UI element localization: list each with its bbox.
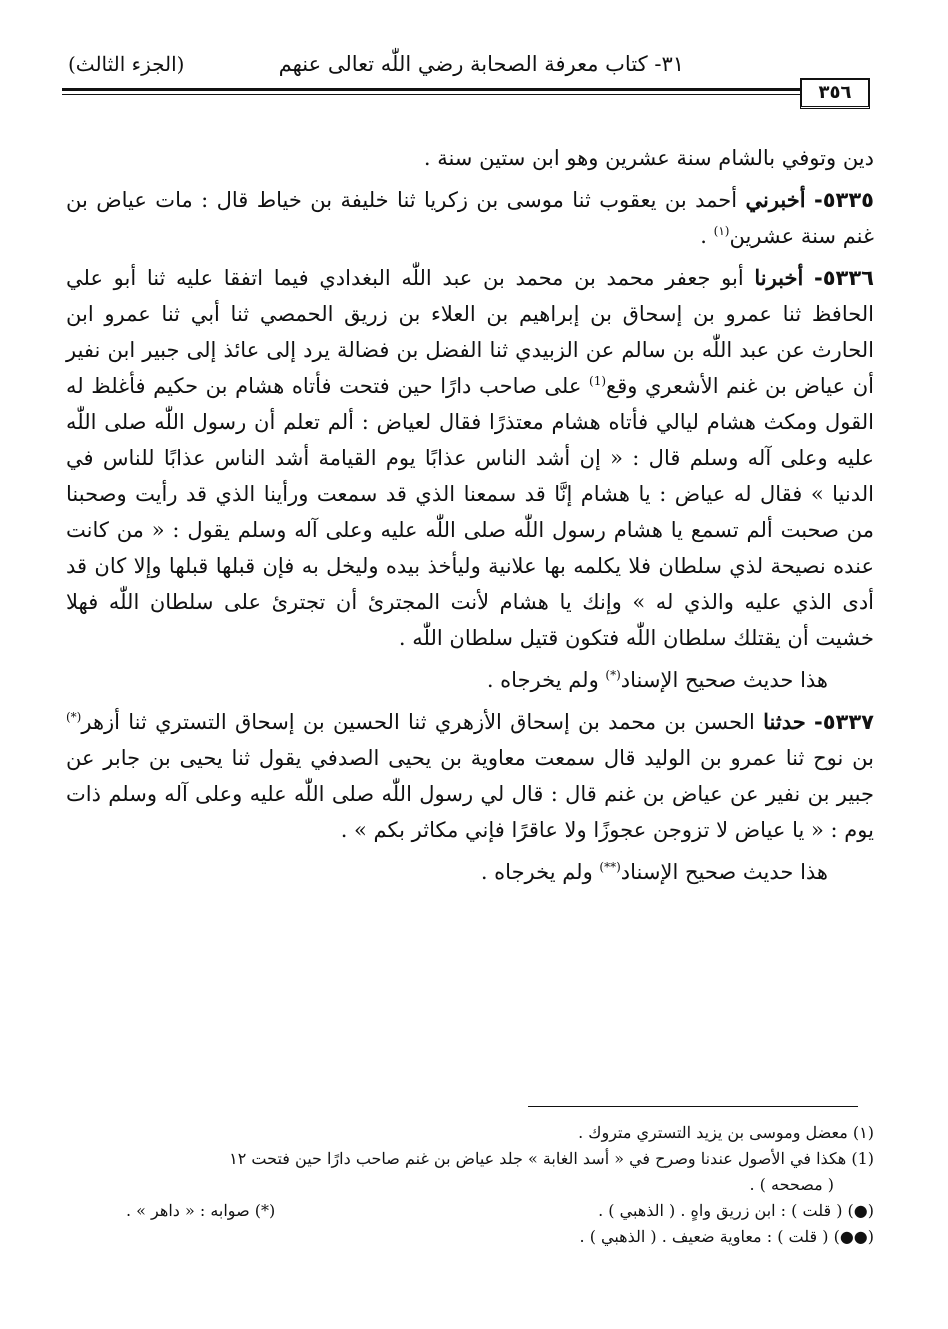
- grading-text: ولم يخرجاه .: [480, 860, 593, 884]
- footnote-ref: (1): [589, 374, 607, 388]
- footnotes: [66, 1120, 874, 1250]
- hadith-lead: حدثنا: [763, 709, 806, 734]
- hadith-end: .: [700, 224, 707, 248]
- paragraph-text: دين وتوفي بالشام سنة عشرين وهو ابن ستين سنة .: [423, 146, 874, 170]
- hadith-number: ٥٣٣٦-: [813, 266, 874, 290]
- footnote-dhahabi-1: (●) ( قلت ) : ابن زريق واهٍ . ( الذهبي ) .: [598, 1201, 874, 1220]
- header-rule-thin: [62, 94, 802, 95]
- hadith-number: ٥٣٣٧-: [814, 710, 874, 734]
- footnote-separator: [528, 1106, 858, 1107]
- hadith-lead: أخبرني: [745, 187, 806, 212]
- running-title: ٣١- كتاب معرفة الصحابة رضي اللّٰه تعالى عنهم: [278, 52, 684, 76]
- main-text: [66, 140, 874, 896]
- header-rule-thick: [62, 88, 802, 91]
- grading-note: [66, 662, 874, 698]
- hadith-text: أبو جعفر محمد بن محمد بن عبد اللّٰه البغدادي فيما اتفقا عليه ثنا أبو علي الحافظ ثنا عمرو بن إسحاق بن إبراهيم بن العلاء بن زريق الحمصي ثنا أبي ثنا عمرو ابن الحارث عن عبد اللّٰه بن سالم عن الزبيدي ثنا الفضل بن فضالة يرد إلى عائذ إلى جبير ابن نفير أن عياض بن غنم الأشعري وقع: [66, 266, 874, 398]
- hadith-text: الحسن بن محمد بن إسحاق الأزهري ثنا الحسين بن إسحاق التستري ثنا أزهر: [81, 710, 755, 734]
- footnote-dhahabi-2: (●●) ( قلت ) : معاوية ضعيف . ( الذهبي ) .: [579, 1227, 874, 1246]
- footnote-ref: (*): [66, 710, 82, 724]
- part-label: (الجزء الثالث): [68, 52, 185, 76]
- paragraph-continuation: [66, 140, 874, 176]
- hadith-5337: [66, 704, 874, 848]
- footnote-ref: (١): [713, 224, 730, 238]
- grading-text: هذا حديث صحيح الإسناد: [620, 860, 828, 884]
- hadith-5336: [66, 260, 874, 656]
- footnote-ref: (**): [599, 860, 621, 874]
- grading-text: هذا حديث صحيح الإسناد: [620, 668, 828, 692]
- grading-note: [66, 854, 874, 890]
- hadith-text: بن نوح ثنا عمرو بن الوليد قال سمعت معاوية بن يحيى الصدفي يقول ثنا يحيى بن جابر عن جبير بن نفير عن عياض بن غنم قال : قال لي رسول اللّٰه صلى اللّٰه عليه وعلى آله وسلم ذات يوم : « يا عياض لا تزوجن عجوزًا ولا عاقرًا فإني مكاثر بكم » .: [66, 746, 874, 842]
- page-number: ٣٥٦: [800, 78, 870, 109]
- grading-text: ولم يخرجاه .: [486, 668, 599, 692]
- footnote-correction: (*) صوابه : « داهر » .: [126, 1201, 276, 1220]
- footnote-1: (١) معضل وموسى بن يزيد التستري متروك .: [578, 1123, 874, 1142]
- page-header: [62, 52, 874, 104]
- hadith-text: على صاحب دارًا حين فتحت فأتاه هشام بن حكيم فأغلظ له القول ومكث هشام ليالي فأتاه هشام معتذرًا فقال لعياض : ألم تعلم أن رسول اللّٰه صلى اللّٰه عليه وعلى آله وسلم قال : « إن أشد الناس عذابًا يوم القيامة أشد الناس عذابًا للناس في الدنيا » فقال له عياض : يا هشام إنَّا قد سمعنا الذي قد سمعت ورأينا الذي قد رأيت وصحبنا من صحبت ألم تسمع يا هشام رسول اللّٰه صلى اللّٰه عليه وعلى آله وسلم يقول : « من كانت عنده نصيحة لذي سلطان فلا يكلمه بها علانية وليأخذ بيده وليخل به فإن قبلها قبلها وإلا كان قد أدى الذي عليه والذي له » وإنك يا هشام لأنت المجترئ أن تجترئ على سلطان اللّٰه فهلا خشيت أن يقتلك سلطان اللّٰه فتكون قتيل سلطان اللّٰه .: [66, 374, 874, 650]
- hadith-5335: [66, 182, 874, 254]
- hadith-text: أحمد بن يعقوب ثنا موسى بن زكريا ثنا خليفة بن خياط قال : مات عياض بن غنم سنة عشرين: [66, 188, 874, 248]
- footnote-ref: (*): [605, 668, 621, 682]
- hadith-number: ٥٣٣٥-: [813, 188, 874, 212]
- footnote-2-continuation: ( مصححه ) .: [749, 1175, 834, 1194]
- hadith-lead: أخبرنا: [754, 265, 804, 290]
- footnote-row: [66, 1198, 874, 1224]
- footnote-2: (1) هكذا في الأصول عندنا وصرح في « أسد الغابة » جلد عياض بن غنم صاحب دارًا حين فتحت ١٢: [229, 1149, 874, 1168]
